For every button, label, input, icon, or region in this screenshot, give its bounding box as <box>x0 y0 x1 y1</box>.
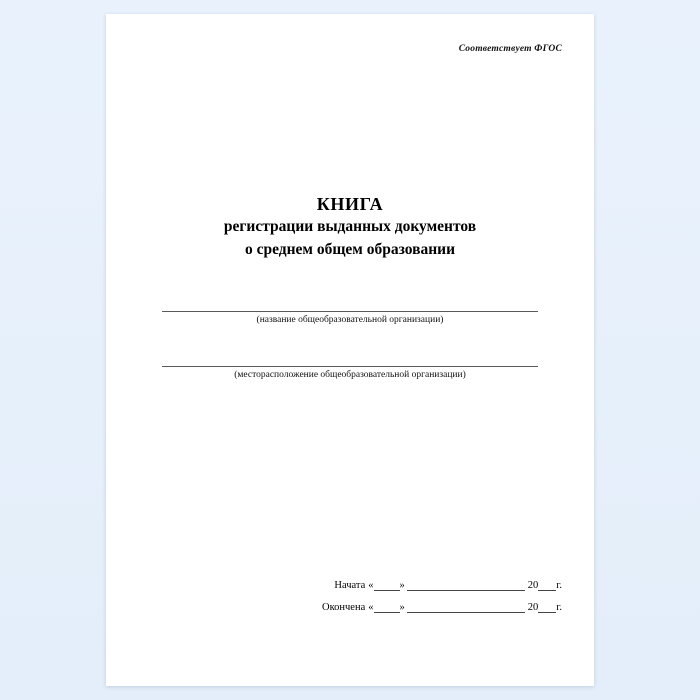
start-date-month[interactable] <box>407 581 525 591</box>
start-date-year-prefix: 20 <box>527 580 539 591</box>
start-date-year-suffix: г. <box>556 580 562 591</box>
end-date-year-blank[interactable] <box>538 612 556 613</box>
end-date-label: Окончена <box>322 602 366 613</box>
organization-location-rule <box>162 365 538 367</box>
fgos-compliance-stamp: Соответствует ФГОС <box>458 44 562 54</box>
title-line-1: КНИГА <box>316 194 384 214</box>
start-date-quote-open: « <box>368 580 374 591</box>
organization-location-caption: (месторасположение общеобразовательной организации) <box>234 370 466 380</box>
end-date-day[interactable] <box>374 612 400 613</box>
document-page <box>106 14 594 686</box>
end-date-quote-open: « <box>368 602 374 613</box>
start-date-quote-close: » <box>399 580 405 591</box>
organization-name-caption: (название общеобразовательной организации) <box>256 315 444 325</box>
end-date-quote-close: » <box>399 602 405 613</box>
title-line-2: регистрации выданных документов <box>223 218 477 236</box>
end-date-year-suffix: г. <box>556 602 562 613</box>
date-fields <box>322 580 562 624</box>
organization-name-rule <box>162 310 538 312</box>
organization-name-field[interactable] <box>162 310 538 325</box>
end-date-row[interactable] <box>322 602 562 613</box>
end-date-month[interactable] <box>407 603 525 613</box>
title-line-3: о среднем общем образовании <box>244 240 456 258</box>
start-date-year-blank[interactable] <box>538 590 556 591</box>
end-date-year-prefix: 20 <box>527 602 539 613</box>
start-date-day[interactable] <box>374 590 400 591</box>
start-date-label: Начата <box>334 580 366 591</box>
organization-location-field[interactable] <box>162 365 538 380</box>
page-title <box>106 192 594 261</box>
start-date-row[interactable] <box>322 580 562 591</box>
